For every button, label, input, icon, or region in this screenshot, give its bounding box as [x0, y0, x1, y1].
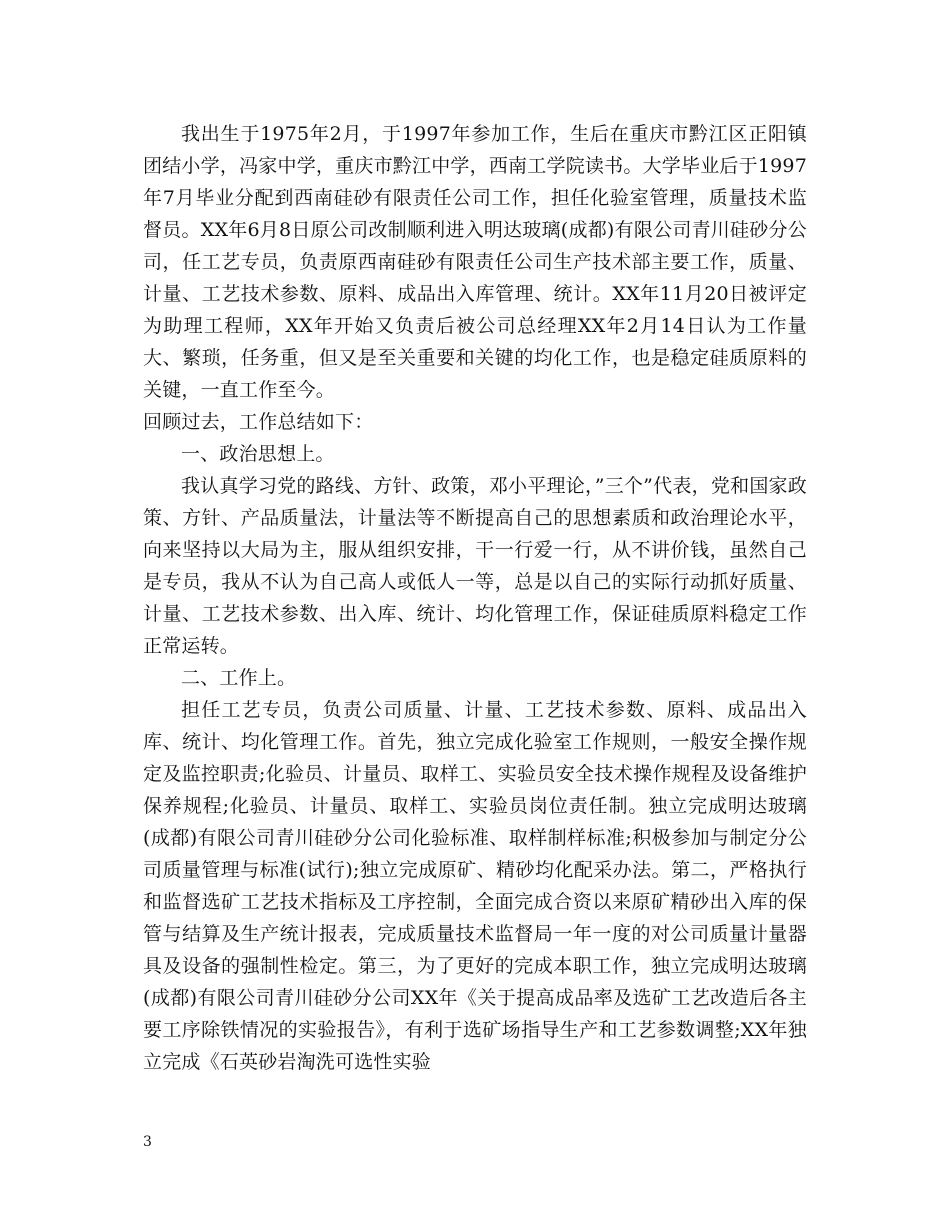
heading-political-thought: 一、政治思想上。 [181, 443, 335, 465]
paragraph-work: 担任工艺专员，负责公司质量、计量、工艺技术参数、原料、成品出入库、统计、均化管理工作。首先，独立完成化验室工作规则，一般安全操作规定及监控职责;化验员、计量员、取样工、实验员安全技术操作规程及设备维护保养规程;化验员、计量员、取样工、实验员岗位责任制。独立完成明达玻璃(成都)有限公司青川硅砂分公司化验标准、取样制样标准;积极参加与制定分公司质量管理与标准(试行);独立完成原矿、精砂均化配采办法。第二，严格执行和监督选矿工艺技术指标及工序控制，全面完成合资以来原矿精砂出入库的保管与结算及生产统计报表，完成质量技术监督局一年一度的对公司质量计量器具及设备的强制性检定。第三，为了更好的完成本职工作，独立完成明达玻璃(成都)有限公司青川硅砂分公司XX年《关于提高成品率及选矿工艺改造后各主要工序除铁情况的实验报告》，有利于选矿场指导生产和工艺参数调整;XX年独立完成《石英砂岩淘洗可选性实验 [143, 699, 807, 1073]
document-body [143, 118, 807, 1078]
paragraph-political-thought: 我认真学习党的路线、方针、政策，邓小平理论，”三个”代表，党和国家政策、方针、产品质量法，计量法等不断提高自己的思想素质和政治理论水平，向来坚持以大局为主，服从组织安排，干一行爱一行，从不讲价钱，虽然自己是专员，我从不认为自己高人或低人一等，总是以自己的实际行动抓好质量、计量、工艺技术参数、出入库、统计、均化管理工作，保证硅质原料稳定工作正常运转。 [143, 475, 807, 657]
paragraph-personal-history: 我出生于1975年2月，于1997年参加工作，生后在重庆市黔江区正阳镇团结小学，冯家中学，重庆市黔江中学，西南工学院读书。大学毕业后于1997年7月毕业分配到西南硅砂有限责任公司工作，担任化验室管理，质量技术监督员。XX年6月8日原公司改制顺利进入明达玻璃(成都)有限公司青川硅砂分公司，任工艺专员，负责原西南硅砂有限责任公司生产技术部主要工作，质量、计量、工艺技术参数、原料、成品出入库管理、统计。XX年11月20日被评定为助理工程师，XX年开始又负责后被公司总经理XX年2月14日认为工作量大、繁琐，任务重，但又是至关重要和关键的均化工作，也是稳定硅质原料的关键，一直工作至今。 [143, 123, 807, 401]
paragraph-review-intro: 回顾过去，工作总结如下： [143, 411, 374, 433]
page-number: 3 [143, 1134, 152, 1150]
heading-work: 二、工作上。 [181, 667, 297, 689]
